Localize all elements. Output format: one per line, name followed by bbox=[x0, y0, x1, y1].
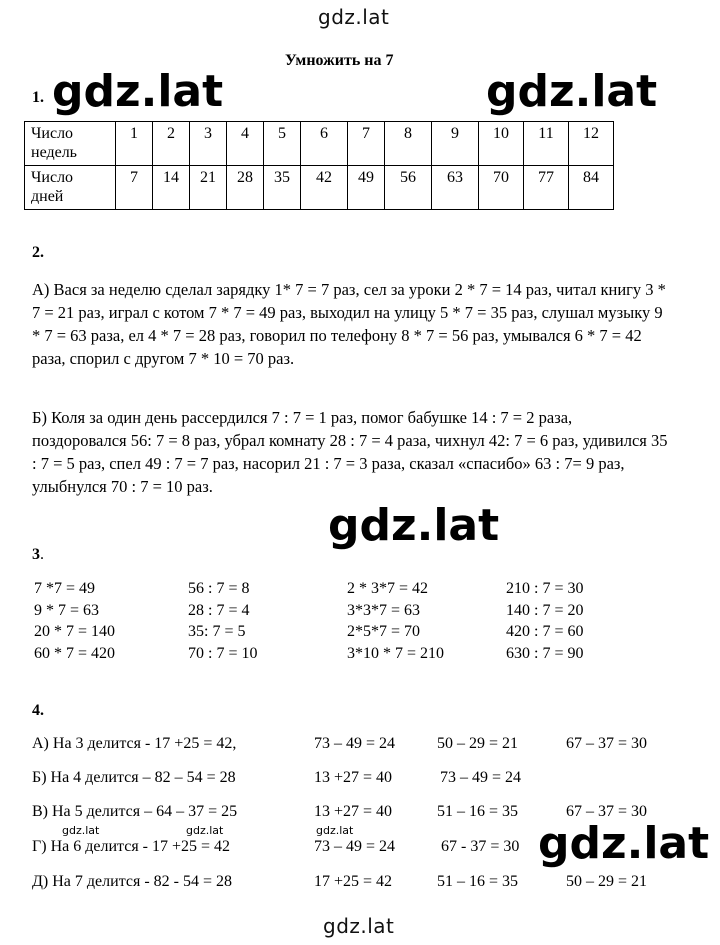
table-row-days bbox=[25, 166, 614, 210]
task4-row-c3: 51 – 16 = 35 bbox=[437, 873, 519, 890]
table-header-weeks-line1: Число bbox=[31, 125, 74, 142]
watermark-tiny-2: gdz.lat bbox=[186, 824, 224, 837]
list-item: 420 : 7 = 60 bbox=[506, 623, 584, 640]
task3-number-digit: 3 bbox=[32, 546, 40, 563]
task3-number bbox=[32, 546, 44, 564]
list-item: 28 : 7 = 4 bbox=[188, 601, 250, 619]
task4-row-c2: 73 – 49 = 24 bbox=[314, 735, 396, 752]
list-item: 2 * 3*7 = 42 bbox=[347, 580, 429, 597]
table-header-days-line1: Число bbox=[31, 169, 74, 186]
list-item: 210 : 7 = 30 bbox=[506, 580, 584, 597]
task3-col1 bbox=[34, 578, 115, 664]
watermark-tiny-1: gdz.lat bbox=[62, 824, 100, 837]
list-item: 9 * 7 = 63 bbox=[34, 601, 100, 619]
table-cell: 11 bbox=[524, 122, 569, 166]
list-item: 7 *7 = 49 bbox=[34, 580, 96, 597]
list-item: 70 : 7 = 10 bbox=[188, 644, 258, 662]
table-cell: 8 bbox=[385, 122, 432, 166]
task3-col4 bbox=[506, 578, 583, 664]
task4-row-c3: 67 - 37 = 30 bbox=[441, 838, 520, 855]
table-cell: 3 bbox=[190, 122, 227, 166]
watermark-big-bottom-right: gdz.lat bbox=[538, 818, 710, 869]
watermark-big-center: gdz.lat bbox=[328, 500, 500, 551]
task4-row-label: В) На 5 делится – 64 – 37 = 25 bbox=[32, 803, 238, 820]
table-cell: 42 bbox=[301, 166, 348, 210]
watermark-big-right: gdz.lat bbox=[486, 66, 658, 117]
table-header-days-line2: дней bbox=[31, 188, 64, 205]
list-item: 630 : 7 = 90 bbox=[506, 644, 584, 662]
table-cell: 28 bbox=[227, 166, 264, 210]
task4-row-c3: 51 – 16 = 35 bbox=[437, 803, 519, 820]
table-cell: 7 bbox=[116, 166, 153, 210]
table-cell: 35 bbox=[264, 166, 301, 210]
task4-row-c4: 67 – 37 = 30 bbox=[566, 803, 648, 820]
task2-paragraph-b: Б) Коля за один день рассердился 7 : 7 = 1 раз, помог бабушке 14 : 7 = 2 раза, поздоровался 56: 7 = 8 раз, убрал комнату 28 : 7 = 4 раза, чихнул 42: 7 = 6 раз, удивился 35 : 7 = 5 раз, спел 49 : 7 = 7 раз, насорил 21 : 7 = 3 раза, сказал «спасибо» 63 : 7= 9 раз, улыбнулся 70 : 7 = 10 раз. bbox=[32, 408, 668, 496]
task4-row-label: А) На 3 делится - 17 +25 = 42, bbox=[32, 735, 237, 752]
list-item: 60 * 7 = 420 bbox=[34, 644, 116, 662]
table-row-weeks bbox=[25, 122, 614, 166]
task4-row-c3: 73 – 49 = 24 bbox=[440, 769, 522, 786]
table-cell: 84 bbox=[569, 166, 614, 210]
list-item: 20 * 7 = 140 bbox=[34, 623, 116, 640]
list-item: 2*5*7 = 70 bbox=[347, 623, 421, 640]
task3-number-dot: . bbox=[40, 546, 44, 563]
list-item: 35: 7 = 5 bbox=[188, 623, 246, 640]
task2-number: 2. bbox=[32, 244, 44, 261]
watermark-top: gdz.lat bbox=[318, 5, 390, 29]
table-cell: 7 bbox=[348, 122, 385, 166]
page-title: Умножить на 7 bbox=[285, 52, 394, 69]
table-cell: 70 bbox=[479, 166, 524, 210]
table-cell: 2 bbox=[153, 122, 190, 166]
table-cell: 1 bbox=[116, 122, 153, 166]
table-header-days bbox=[25, 166, 116, 210]
task1-number: 1. bbox=[32, 89, 44, 106]
table-header-weeks-line2: недель bbox=[31, 144, 77, 161]
table-cell: 63 bbox=[432, 166, 479, 210]
table-cell: 5 bbox=[264, 122, 301, 166]
watermark-bottom: gdz.lat bbox=[323, 914, 395, 938]
task4-row-c2: 73 – 49 = 24 bbox=[314, 838, 396, 855]
table-header-weeks bbox=[25, 122, 116, 166]
table-cell: 14 bbox=[153, 166, 190, 210]
table-cell: 77 bbox=[524, 166, 569, 210]
table-cell: 6 bbox=[301, 122, 348, 166]
list-item: 3*3*7 = 63 bbox=[347, 601, 421, 619]
table-cell: 49 bbox=[348, 166, 385, 210]
table-cell: 9 bbox=[432, 122, 479, 166]
table-cell: 4 bbox=[227, 122, 264, 166]
task4-row-c2: 13 +27 = 40 bbox=[314, 803, 393, 820]
task3-col2 bbox=[188, 578, 257, 664]
watermark-big-left: gdz.lat bbox=[52, 66, 224, 117]
list-item: 3*10 * 7 = 210 bbox=[347, 644, 445, 662]
task4-row-label: Д) На 7 делится - 82 - 54 = 28 bbox=[32, 873, 233, 890]
table-cell: 21 bbox=[190, 166, 227, 210]
table-cell: 56 bbox=[385, 166, 432, 210]
watermark-tiny-3: gdz.lat bbox=[316, 824, 354, 837]
task3-col3 bbox=[347, 578, 444, 664]
task2-paragraph-a: А) Вася за неделю сделал зарядку 1* 7 = 7 раз, сел за уроки 2 * 7 = 14 раз, читал книгу 3 * 7 = 21 раз, играл с котом 7 * 7 = 49 раз, выходил на улицу 5 * 7 = 35 раз, слушал музыку 9 * 7 = 63 раза, ел 4 * 7 = 28 раз, говорил по телефону 8 * 7 = 56 раз, умывался 6 * 7 = 42 раза, спорил с другом 7 * 10 = 70 раз. bbox=[32, 280, 666, 368]
task4-row-c3: 50 – 29 = 21 bbox=[437, 735, 519, 752]
task4-row-label: Г) На 6 делится - 17 +25 = 42 bbox=[32, 838, 231, 855]
task4-row-c2: 13 +27 = 40 bbox=[314, 769, 393, 786]
task4-row-c4: 67 – 37 = 30 bbox=[566, 735, 648, 752]
list-item: 56 : 7 = 8 bbox=[188, 580, 250, 597]
task4-row-c4: 50 – 29 = 21 bbox=[566, 873, 648, 890]
task4-row-c2: 17 +25 = 42 bbox=[314, 873, 393, 890]
task4-row-label: Б) На 4 делится – 82 – 54 = 28 bbox=[32, 769, 236, 786]
list-item: 140 : 7 = 20 bbox=[506, 601, 584, 619]
table-cell: 12 bbox=[569, 122, 614, 166]
task4-number: 4. bbox=[32, 702, 44, 719]
table-cell: 10 bbox=[479, 122, 524, 166]
weeks-days-table bbox=[24, 121, 614, 210]
